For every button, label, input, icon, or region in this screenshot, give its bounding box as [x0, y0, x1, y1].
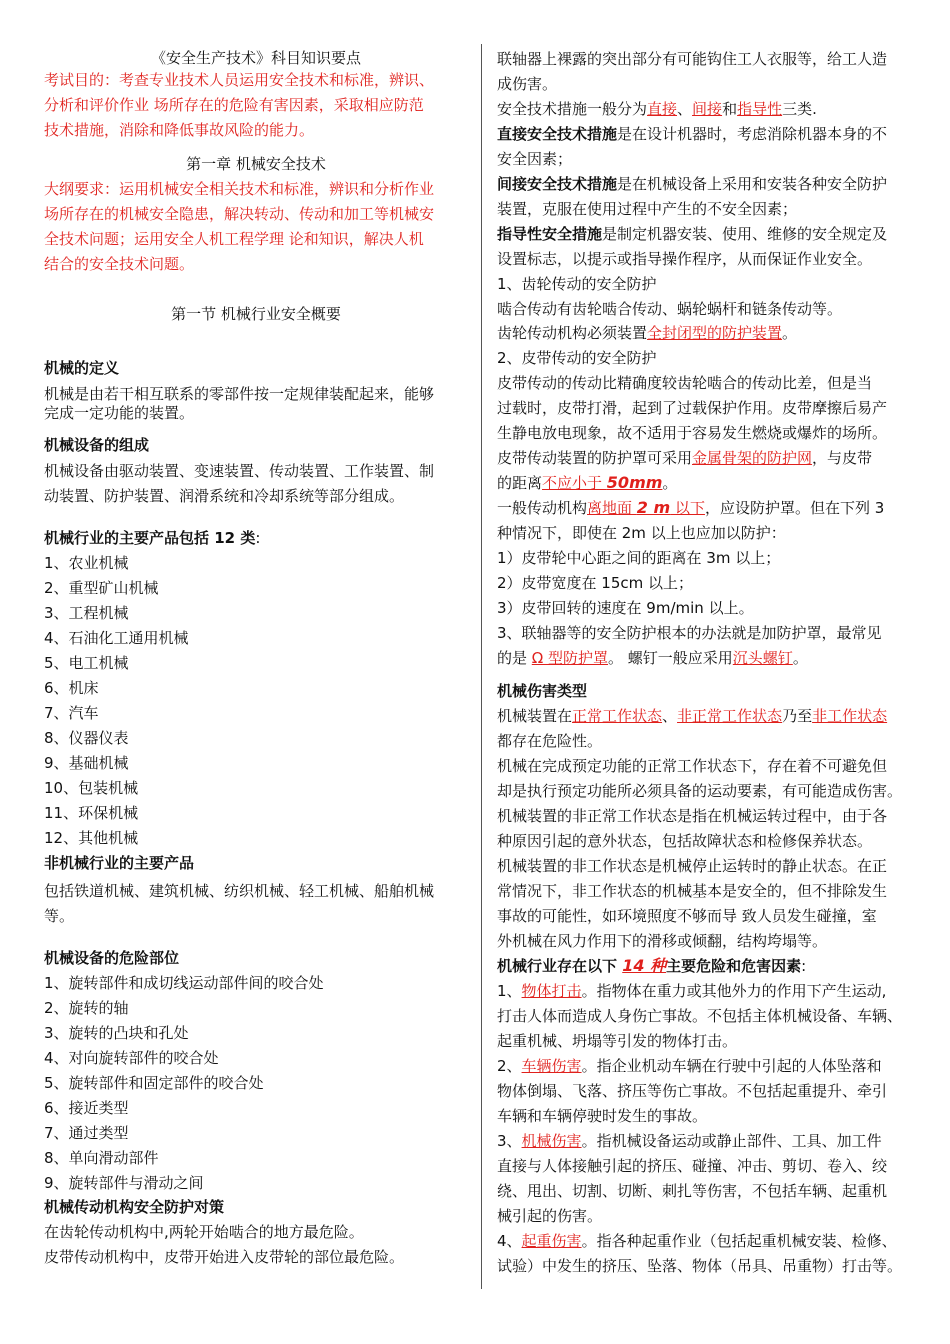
products-heading-text: 机械行业的主要产品包括 12 类 — [44, 529, 256, 547]
gear-line-2 — [497, 322, 797, 344]
belt-line-1: 皮带传动的传动比精确度较齿轮啮合的传动比差，但是当 — [497, 374, 873, 392]
chapter-title: 第一章 机械安全技术 — [186, 155, 326, 173]
guide-measure-term: 指导性安全措施 — [497, 225, 603, 243]
belt-distance-value: 50mm — [606, 473, 663, 492]
syllabus-line-2: 场所存在的机械安全隐患，解决转动、传动和加工等机械安 — [44, 205, 435, 223]
coupling-protection-line-1: 3、联轴器等的安全防护根本的办法就是加防护罩，最常见 — [497, 624, 882, 642]
belt-height-below: 以下 — [670, 499, 705, 517]
hazard-3-line-3: 绕、甩出、切割、切断、刺扎等伤害，不包括车辆、起重机 — [497, 1182, 888, 1200]
injury-line-1 — [497, 705, 887, 727]
belt-line-6 — [497, 497, 884, 519]
belt-line-5 — [497, 472, 677, 494]
coupling-line-2: 成伤害。 — [497, 75, 558, 93]
product-item: 2、重型矿山机械 — [44, 579, 159, 597]
coupling-line-text: 的是 — [497, 649, 532, 667]
injury-line-1-text: 机械装置在 — [497, 707, 573, 725]
composition-line-1: 机械设备由驱动装置、变速装置、传动装置、工作装置、制 — [44, 462, 435, 480]
measures-sep: 、 — [677, 100, 693, 118]
fourteen-factors-text: 机械行业存在以下 — [497, 957, 623, 975]
hazard-number: 2、 — [497, 1057, 522, 1075]
belt-condition-3: 3）皮带回转的速度在 9m/min 以上。 — [497, 599, 754, 617]
belt-line-6-end: ，应设防护罩。但在下列 3 — [704, 499, 885, 517]
hazard-1-line-3: 起重机械、坍塌等引发的物体打击。 — [497, 1032, 738, 1050]
coupling-line-1: 联轴器上裸露的突出部分有可能钩住工人衣服等，给工人造 — [497, 50, 888, 68]
products-heading-colon: : — [255, 529, 261, 547]
composition-heading: 机械设备的组成 — [44, 436, 150, 454]
danger-item: 4、对向旋转部件的咬合处 — [44, 1049, 219, 1067]
section-title: 第一节 机械行业安全概要 — [171, 305, 341, 323]
belt-protection-title: 2、皮带传动的安全防护 — [497, 349, 657, 367]
abnormal-state-highlight: 非正常工作状态 — [677, 707, 783, 725]
non-working-state-highlight: 非工作状态 — [812, 707, 888, 725]
danger-item: 2、旋转的轴 — [44, 999, 129, 1017]
syllabus-line-1: 大纲要求：运用机械安全相关技术和标准，辨识和分析作业 — [44, 180, 435, 198]
indirect-measure-line-2: 装置，克服在使用过程中产生的不安全因素； — [497, 200, 798, 218]
exam-purpose-line-1: 考试目的：考查专业技术人员运用安全技术和标准，辨识、 — [44, 71, 435, 89]
exam-purpose-line-2: 分析和评价作业 场所存在的危险有害因素，采取相应防范 — [44, 96, 424, 114]
definition-heading: 机械的定义 — [44, 359, 120, 377]
measures-line — [497, 98, 817, 120]
injury-sep: 、 — [662, 707, 678, 725]
danger-item: 9、旋转部件与滑动之间 — [44, 1174, 204, 1192]
injury-line-5: 机械装置的非正常工作状态是指在机械运转过程中，由于各 — [497, 807, 888, 825]
non-mechanical-line-1: 包括铁道机械、建筑机械、纺织机械、轻工机械、船舶机械 — [44, 882, 435, 900]
hazard-text: 。指各种起重作业（包括起重机械安装、检修、 — [581, 1232, 897, 1250]
injury-line-4: 却是执行预定功能所必须具备的运动要素，有可能造成伤害。 — [497, 782, 903, 800]
definition-line-1: 机械是由若干相互联系的零部件按一定规律装配起来，能够 — [44, 385, 435, 403]
injury-line-8: 常情况下，非工作状态的机械基本是安全的，但不排除发生 — [497, 882, 888, 900]
hazard-lifting-injury: 起重伤害 — [521, 1232, 582, 1250]
hazard-2-line-3: 车辆和车辆停驶时发生的事故。 — [497, 1107, 708, 1125]
belt-line-7: 种情况下，即使在 2m 以上也应加以防护： — [497, 524, 786, 542]
syllabus-line-4: 结合的安全技术问题。 — [44, 255, 195, 273]
hazard-number: 3、 — [497, 1132, 522, 1150]
belt-condition-2: 2）皮带宽度在 15cm 以上； — [497, 574, 694, 592]
danger-item: 1、旋转部件和成切线运动部件间的咬合处 — [44, 974, 324, 992]
transmission-line-2: 皮带传动机构中，皮带开始进入皮带轮的部位最危险。 — [44, 1248, 405, 1266]
product-item: 5、电工机械 — [44, 654, 129, 672]
indirect-measure-line — [497, 173, 887, 195]
hazard-3-line-1 — [497, 1130, 882, 1152]
injury-line-6: 种原因引起的意外状态，包括故障状态和检修保养状态。 — [497, 832, 873, 850]
hazard-3-line-2: 直接与人体接触引起的挤压、碰撞、冲击、剪切、卷入、绞 — [497, 1157, 888, 1175]
gear-line-2-end: 。 — [782, 324, 798, 342]
belt-line-4-end: ，与皮带 — [812, 449, 873, 467]
direct-measure-line-2: 安全因素； — [497, 150, 573, 168]
belt-line-5-end: 。 — [662, 474, 678, 492]
hazard-1-line-1 — [497, 980, 886, 1002]
product-item: 11、环保机械 — [44, 804, 139, 822]
column-divider — [481, 44, 482, 1289]
injury-line-2: 都存在危险性。 — [497, 732, 603, 750]
omega-guard-highlight: Ω 型防护罩 — [531, 649, 609, 667]
product-item: 8、仪器仪表 — [44, 729, 129, 747]
non-mechanical-line-2: 等。 — [44, 907, 75, 925]
product-item: 12、其他机械 — [44, 829, 139, 847]
measures-and: 和 — [722, 100, 738, 118]
danger-item: 5、旋转部件和固定部件的咬合处 — [44, 1074, 264, 1092]
direct-measure-text: 是在设计机器时，考虑消除机器本身的不 — [617, 125, 888, 143]
hazard-number: 4、 — [497, 1232, 522, 1250]
measure-direct: 直接 — [647, 100, 678, 118]
coupling-line-end: 。 — [792, 649, 808, 667]
hazard-text: 。指物体在重力或其他外力的作用下产生运动, — [581, 982, 887, 1000]
belt-height-highlight: 离地面 — [587, 499, 637, 517]
non-mechanical-heading: 非机械行业的主要产品 — [44, 854, 195, 872]
injury-even: 乃至 — [782, 707, 813, 725]
hazard-2-line-1 — [497, 1055, 882, 1077]
document-title: 《安全生产技术》科目知识要点 — [150, 49, 361, 67]
hazard-vehicle-injury: 车辆伤害 — [521, 1057, 582, 1075]
hazard-mechanical-injury: 机械伤害 — [521, 1132, 582, 1150]
injury-types-heading: 机械伤害类型 — [497, 682, 588, 700]
normal-state-highlight: 正常工作状态 — [572, 707, 663, 725]
indirect-measure-term: 间接安全技术措施 — [497, 175, 618, 193]
fourteen-factors-heading — [497, 955, 806, 977]
injury-line-7: 机械装置的非工作状态是机械停止运转时的静止状态。在正 — [497, 857, 888, 875]
hazard-text: 。指企业机动车辆在行驶中引起的人体坠落和 — [581, 1057, 882, 1075]
hazard-3-line-4: 械引起的伤害。 — [497, 1207, 603, 1225]
hazard-number: 1、 — [497, 982, 522, 1000]
belt-line-4-text: 皮带传动装置的防护罩可采用 — [497, 449, 693, 467]
belt-height-value: 2 m — [636, 498, 671, 517]
definition-line-2: 完成一定功能的装置。 — [44, 404, 195, 422]
guide-measure-line-2: 设置标志，以提示或指导操作程序，从而保证作业安全。 — [497, 250, 873, 268]
hazard-text: 。指机械设备运动或静止部件、工具、加工件 — [581, 1132, 882, 1150]
gear-line-1: 啮合传动有齿轮啮合传动、蜗轮蜗杆和链条传动等。 — [497, 300, 843, 318]
guide-measure-text: 是制定机器安装、使用、维修的安全规定及 — [602, 225, 888, 243]
measure-indirect: 间接 — [692, 100, 723, 118]
belt-line-6-text: 一般传动机构 — [497, 499, 588, 517]
measures-text: 安全技术措施一般分为 — [497, 100, 648, 118]
hazard-4-line-1 — [497, 1230, 897, 1252]
belt-condition-1: 1）皮带轮中心距之间的距离在 3m 以上； — [497, 549, 781, 567]
coupling-protection-line-2 — [497, 647, 808, 669]
gear-protection-title: 1、齿轮传动的安全防护 — [497, 275, 657, 293]
products-heading — [44, 527, 260, 549]
fourteen-factors-colon: : — [801, 957, 807, 975]
fourteen-factors-text-2: 主要危险和危害因素 — [666, 957, 802, 975]
danger-item: 3、旋转的凸块和孔处 — [44, 1024, 189, 1042]
hazard-1-line-2: 打击人体而造成人身伤亡事故。不包括主体机械设备、车辆、 — [497, 1007, 903, 1025]
transmission-heading: 机械传动机构安全防护对策 — [44, 1198, 225, 1216]
exam-purpose-line-3: 技术措施，消除和降低事故风险的能力。 — [44, 121, 315, 139]
injury-line-3: 机械在完成预定功能的正常工作状态下，存在着不可避免但 — [497, 757, 888, 775]
gear-line-2-text: 齿轮传动机构必须装置 — [497, 324, 648, 342]
danger-item: 8、单向滑动部件 — [44, 1149, 159, 1167]
danger-parts-heading: 机械设备的危险部位 — [44, 949, 180, 967]
transmission-line-1: 在齿轮传动机构中,两轮开始啮合的地方最危险。 — [44, 1223, 364, 1241]
product-item: 3、工程机械 — [44, 604, 129, 622]
belt-net-highlight: 金属骨架的防护网 — [692, 449, 813, 467]
belt-line-4 — [497, 447, 872, 469]
hazard-object-strike: 物体打击 — [521, 982, 582, 1000]
belt-distance-highlight: 不应小于 — [542, 474, 607, 492]
indirect-measure-text: 是在机械设备上采用和安装各种安全防护 — [617, 175, 888, 193]
composition-line-2: 动装置、防护装置、润滑系统和冷却系统等部分组成。 — [44, 487, 405, 505]
product-item: 1、农业机械 — [44, 554, 129, 572]
belt-line-5-text: 的距离 — [497, 474, 543, 492]
gear-enclosure-highlight: 全封闭型的防护装置 — [647, 324, 783, 342]
hazard-2-line-2: 物体倒塌、飞落、挤压等伤亡事故。不包括起重提升、牵引 — [497, 1082, 888, 1100]
injury-line-9: 事故的可能性，如环境照度不够而导 致人员发生碰撞，室 — [497, 907, 877, 925]
countersunk-screw-highlight: 沉头螺钉 — [732, 649, 793, 667]
danger-item: 7、通过类型 — [44, 1124, 129, 1142]
measures-end: 三类. — [782, 100, 817, 118]
belt-line-2: 过载时，皮带打滑，起到了过载保护作用。皮带摩擦后易产 — [497, 399, 888, 417]
fourteen-count: 14 种 — [622, 956, 667, 975]
product-item: 7、汽车 — [44, 704, 99, 722]
measure-guide: 指导性 — [737, 100, 783, 118]
product-item: 4、石油化工通用机械 — [44, 629, 189, 647]
hazard-4-line-2: 试验）中发生的挤压、坠落、物体（吊具、吊重物）打击等。 — [497, 1257, 903, 1275]
belt-line-3: 生静电放电现象，故不适用于容易发生燃烧或爆炸的场所。 — [497, 424, 888, 442]
product-item: 9、基础机械 — [44, 754, 129, 772]
guide-measure-line — [497, 223, 887, 245]
product-item: 10、包装机械 — [44, 779, 139, 797]
direct-measure-term: 直接安全技术措施 — [497, 125, 618, 143]
syllabus-line-3: 全技术问题；运用安全人机工程学理 论和知识，解决人机 — [44, 230, 424, 248]
danger-item: 6、接近类型 — [44, 1099, 129, 1117]
coupling-line-mid: 。 螺钉一般应采用 — [608, 649, 733, 667]
injury-line-10: 外机械在风力作用下的滑移或倾翻，结构垮塌等。 — [497, 932, 828, 950]
direct-measure-line — [497, 123, 887, 145]
product-item: 6、机床 — [44, 679, 99, 697]
